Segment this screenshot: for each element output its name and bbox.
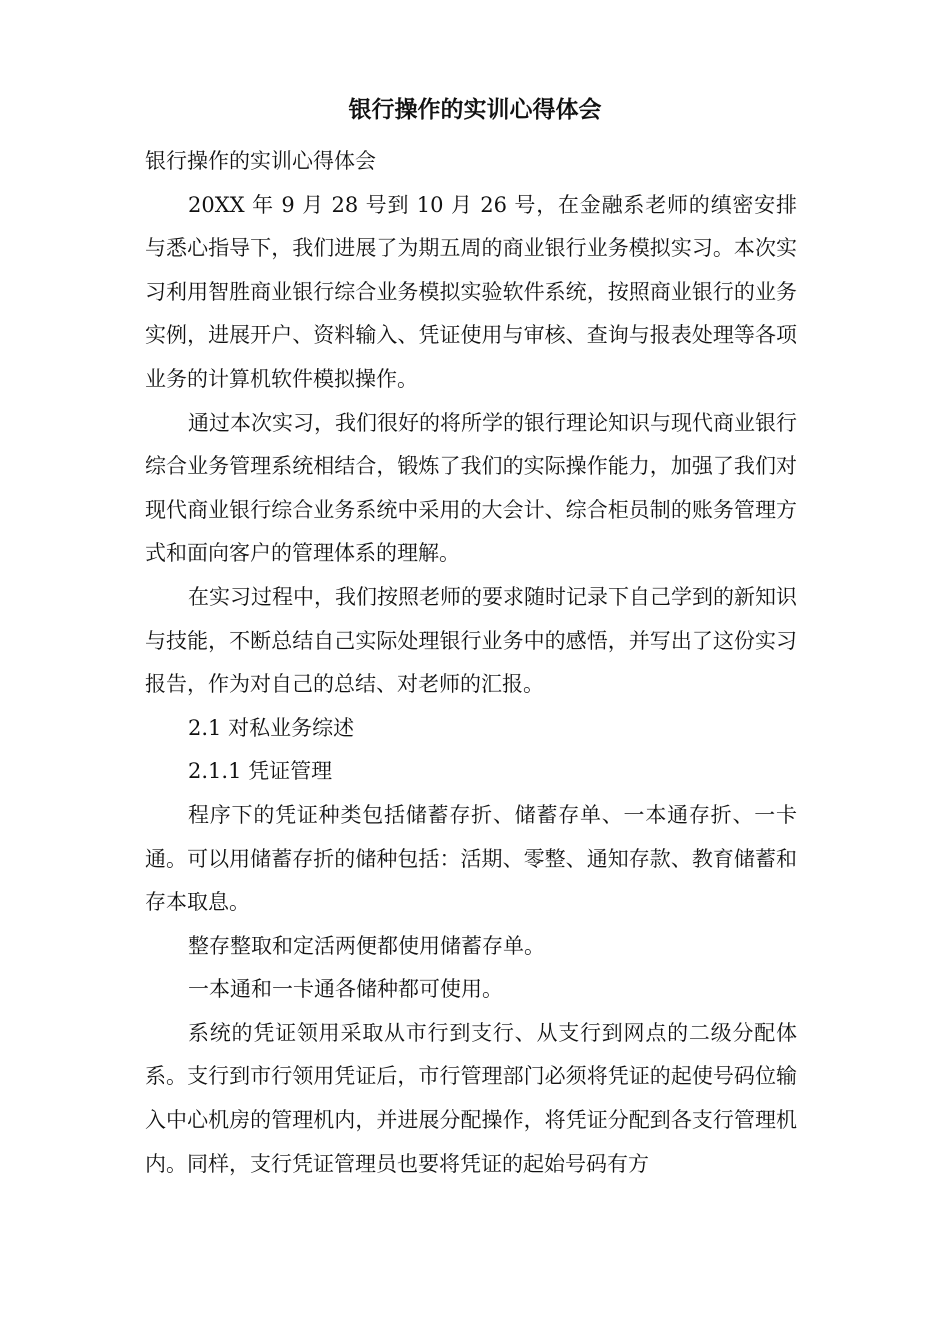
body-paragraph: 2.1.1 凭证管理 <box>188 759 333 784</box>
body-paragraph: 一本通和一卡通各储种都可使用。 <box>188 977 503 1002</box>
document-body <box>145 140 797 1186</box>
body-paragraph: 20XX 年 9 月 28 号到 10 月 26 号，在金融系老师的缜密安排与悉心指导下，我们进展了为期五周的商业银行业务模拟实习。本次实习利用智胜商业银行综合业务模拟实验软件系统，按照商业银行的业务实例，进展开户、资料输入、凭证使用与审核、查询与报表处理等各项业务的计算机软件模拟操作。 <box>145 192 797 391</box>
body-paragraph: 银行操作的实训心得体会 <box>145 149 376 173</box>
body-paragraph: 整存整取和定活两便都使用储蓄存单。 <box>188 933 545 958</box>
body-paragraph: 程序下的凭证种类包括储蓄存折、储蓄存单、一本通存折、一卡通。可以用储蓄存折的储种包括：活期、零整、通知存款、教育储蓄和存本取息。 <box>145 802 797 915</box>
body-paragraph: 2.1 对私业务综述 <box>188 715 355 740</box>
body-paragraph: 通过本次实习，我们很好的将所学的银行理论知识与现代商业银行综合业务管理系统相结合，锻炼了我们的实际操作能力，加强了我们对现代商业银行综合业务系统中采用的大会计、综合柜员制的账务管理方式和面向客户的管理体系的理解。 <box>145 410 797 566</box>
body-paragraph: 系统的凭证领用采取从市行到支行、从支行到网点的二级分配体系。支行到市行领用凭证后，市行管理部门必须将凭证的起使号码位输入中心机房的管理机内，并进展分配操作，将凭证分配到各支行管理机内。同样，支行凭证管理员也要将凭证的起始号码有方 <box>145 1020 797 1176</box>
body-paragraph: 在实习过程中，我们按照老师的要求随时记录下自己学到的新知识与技能，不断总结自己实际处理银行业务中的感悟，并写出了这份实习报告，作为对自己的总结、对老师的汇报。 <box>145 584 797 697</box>
document-title: 银行操作的实训心得体会 <box>348 96 602 123</box>
